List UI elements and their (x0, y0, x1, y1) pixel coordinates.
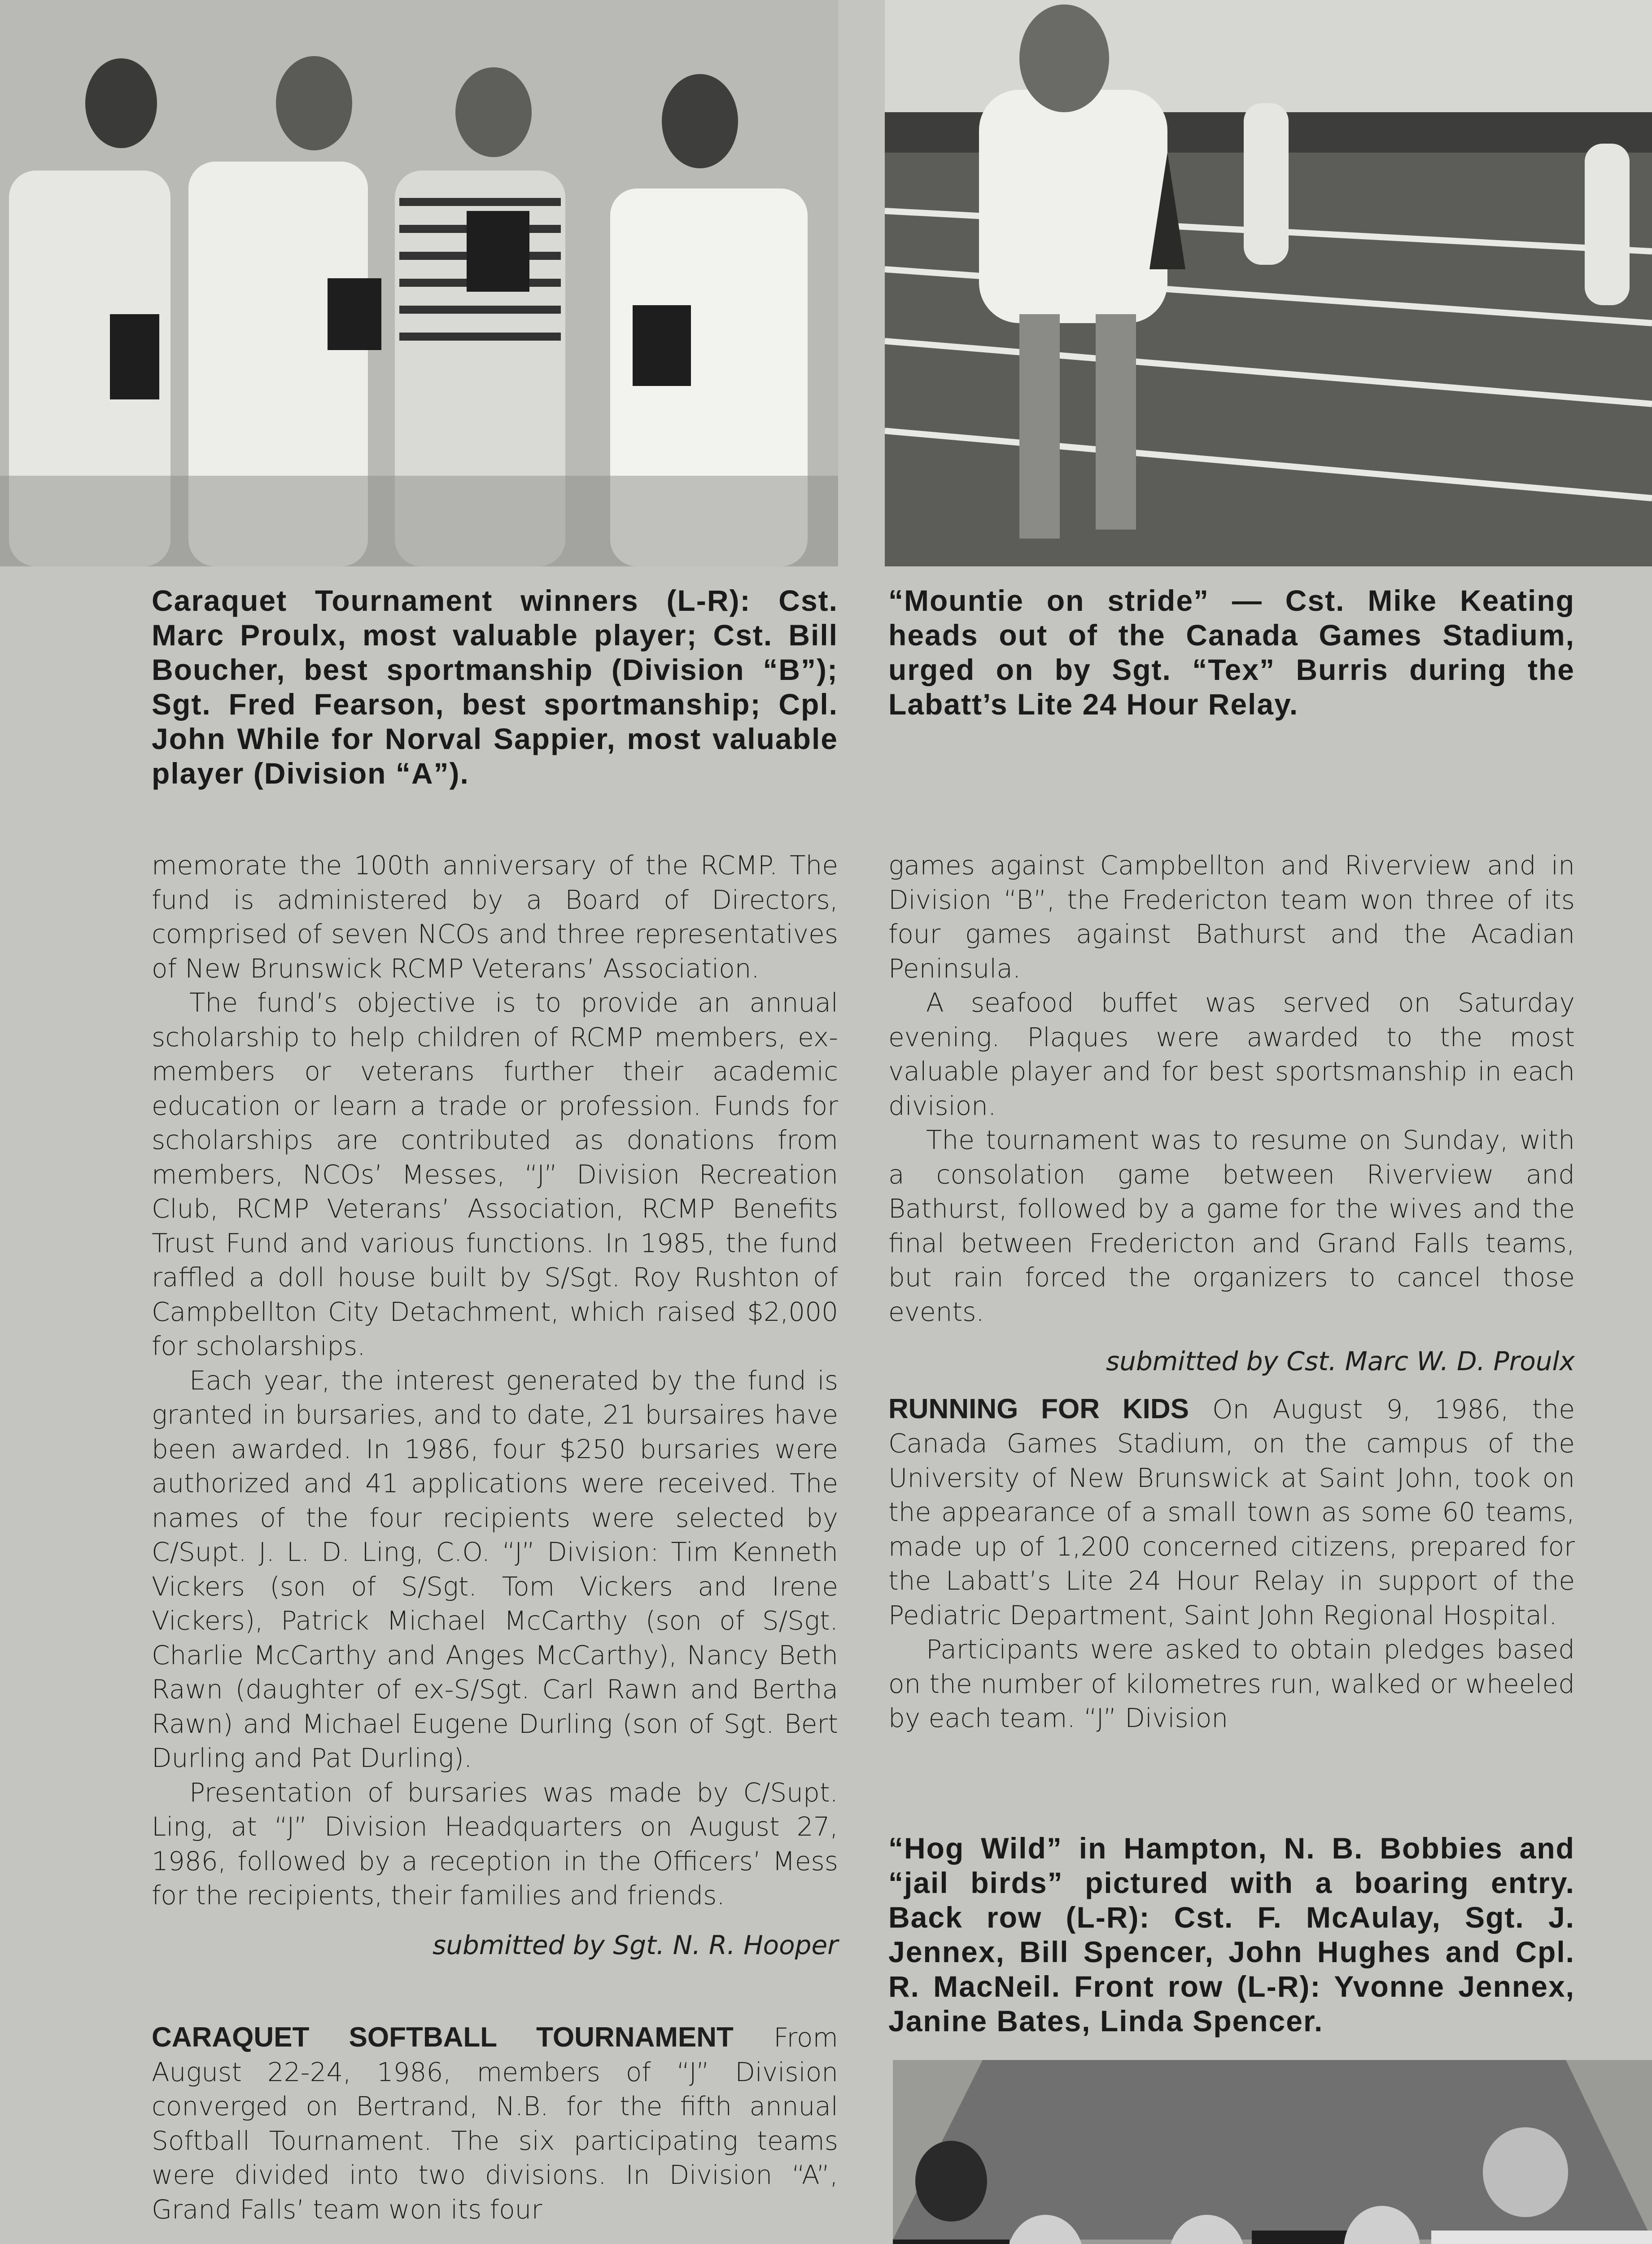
winners-caption: Caraquet Tournament winners (L-R): Cst. Marc Proulx, most valuable player; Cst. Bill Boucher, best sportmanship (Division “B”); Sgt. Fred Fearson, best sportmanship; Cpl. John While for Norval Sappier, most valuable player (Division “A”). (152, 584, 838, 790)
runner-caption: “Mountie on stride” — Cst. Mike Keating heads out of the Canada Games Stadium, urged on by Sgt. “Tex” Burris during the Labatt’s Lite 24 Hour Relay. (888, 584, 1575, 721)
left-paragraph-2: The fund’s objective is to provide an annual scholarship to help children of RCMP members, ex-members or veterans further their academic education or learn a trade or profession. Funds for scholarships are contributed as donations from members, NCOs’ Messes, “J” Division Recreation Club, RCMP Veterans’ Association, RCMP Benefits Trust Fund and various functions. In 1985, the fund raffled a doll house built by S/Sgt. Roy Rushton of Campbellton City Detachment, which raised $2,000 for scholarships. (152, 987, 838, 1361)
softball-paragraph: From August 22-24, 1986, members of “J” Division converged on Bertrand, N.B. for the fifth annual Softball Tournament. The six participating teams were divided into two divisions. In Division “A”, Grand Falls’ team won its four (152, 2022, 838, 2225)
right-paragraph-3: The tournament was to resume on Sunday, with a consolation game between Riverview and Bathurst, followed by a game for the wives and the final between Fredericton and Grand Falls teams, but rain forced the organizers to cancel those events. (888, 1125, 1575, 1327)
right-paragraph-5: Participants were asked to obtain pledges based on the number of kilometres run, walked or wheeled by each team. “J” Division (888, 1634, 1575, 1733)
left-paragraph-3: Each year, the interest generated by the fund is granted in bursaries, and to date, 21 bursaires have been awarded. In 1986, four $250 bursaries were authorized and 41 applications were received. The names of the four recipients were selected by C/Supt. J. L. D. Ling, C.O. “J” Division: Tim Kenneth Vickers (son of S/Sgt. Tom Vickers and Irene Vickers), Patrick Michael McCarthy (son of S/Sgt. Charlie McCarthy and Anges McCarthy), Nancy Beth Rawn (daughter of ex-S/Sgt. Carl Rawn and Bertha Rawn) and Michael Eugene Durling (son of Sgt. Bert Durling and Pat Durling). (152, 1365, 838, 1773)
proulx-credit: submitted by Cst. Marc W. D. Proulx (1106, 1346, 1575, 1376)
softball-headline: CARAQUET SOFTBALL TOURNAMENT (152, 2022, 734, 2053)
running-headline: RUNNING FOR KIDS (888, 1393, 1189, 1424)
runner-photo (885, 0, 1652, 566)
hooper-credit: submitted by Sgt. N. R. Hooper (432, 1929, 838, 1960)
left-paragraph-1: memorate the 100th anniversary of the RCMP. The fund is administered by a Board of Directors, comprised of seven NCOs and three representatives of New Brunswick RCMP Veterans’ Association. (152, 850, 838, 984)
right-paragraph-2: A seafood buffet was served on Saturday evening. Plaques were awarded to the most valuable player and for best sportsmanship in each division. (888, 987, 1575, 1121)
left-paragraph-4: Presentation of bursaries was made by C/Supt. Ling, at “J” Division Headquarters on August 27, 1986, followed by a reception in the Officers’ Mess for the recipients, their families and friends. (152, 1777, 838, 1911)
winners-photo (0, 0, 838, 566)
running-paragraph: On August 9, 1986, the Canada Games Stadium, on the campus of the University of New Brunswick at Saint John, took on the appearance of a small town as some 60 teams, made up of 1,200 concerned citizens, prepared for the Labatt’s Lite 24 Hour Relay in support of the Pediatric Department, Saint John Regional Hospital. (888, 1394, 1575, 1630)
softball-article (152, 2020, 838, 2226)
left-column (152, 848, 838, 2226)
running-article (888, 1392, 1575, 1633)
hogwild-caption: “Hog Wild” in Hampton, N. B. Bobbies and “jail birds” pictured with a boaring entry. Back row (L-R): Cst. F. McAulay, Sgt. J. Jennex, Bill Spencer, John Hughes and Cpl. R. MacNeil. Front row (L-R): Yvonne Jennex, Janine Bates, Linda Spencer. (888, 1832, 1575, 2038)
hogwild-photo (893, 2060, 1652, 2244)
right-paragraph-1: games against Campbellton and Riverview and in Division “B”, the Fredericton team won three of its four games against Bathurst and the Acadian Peninsula. (888, 850, 1575, 984)
right-column (888, 848, 1575, 1736)
